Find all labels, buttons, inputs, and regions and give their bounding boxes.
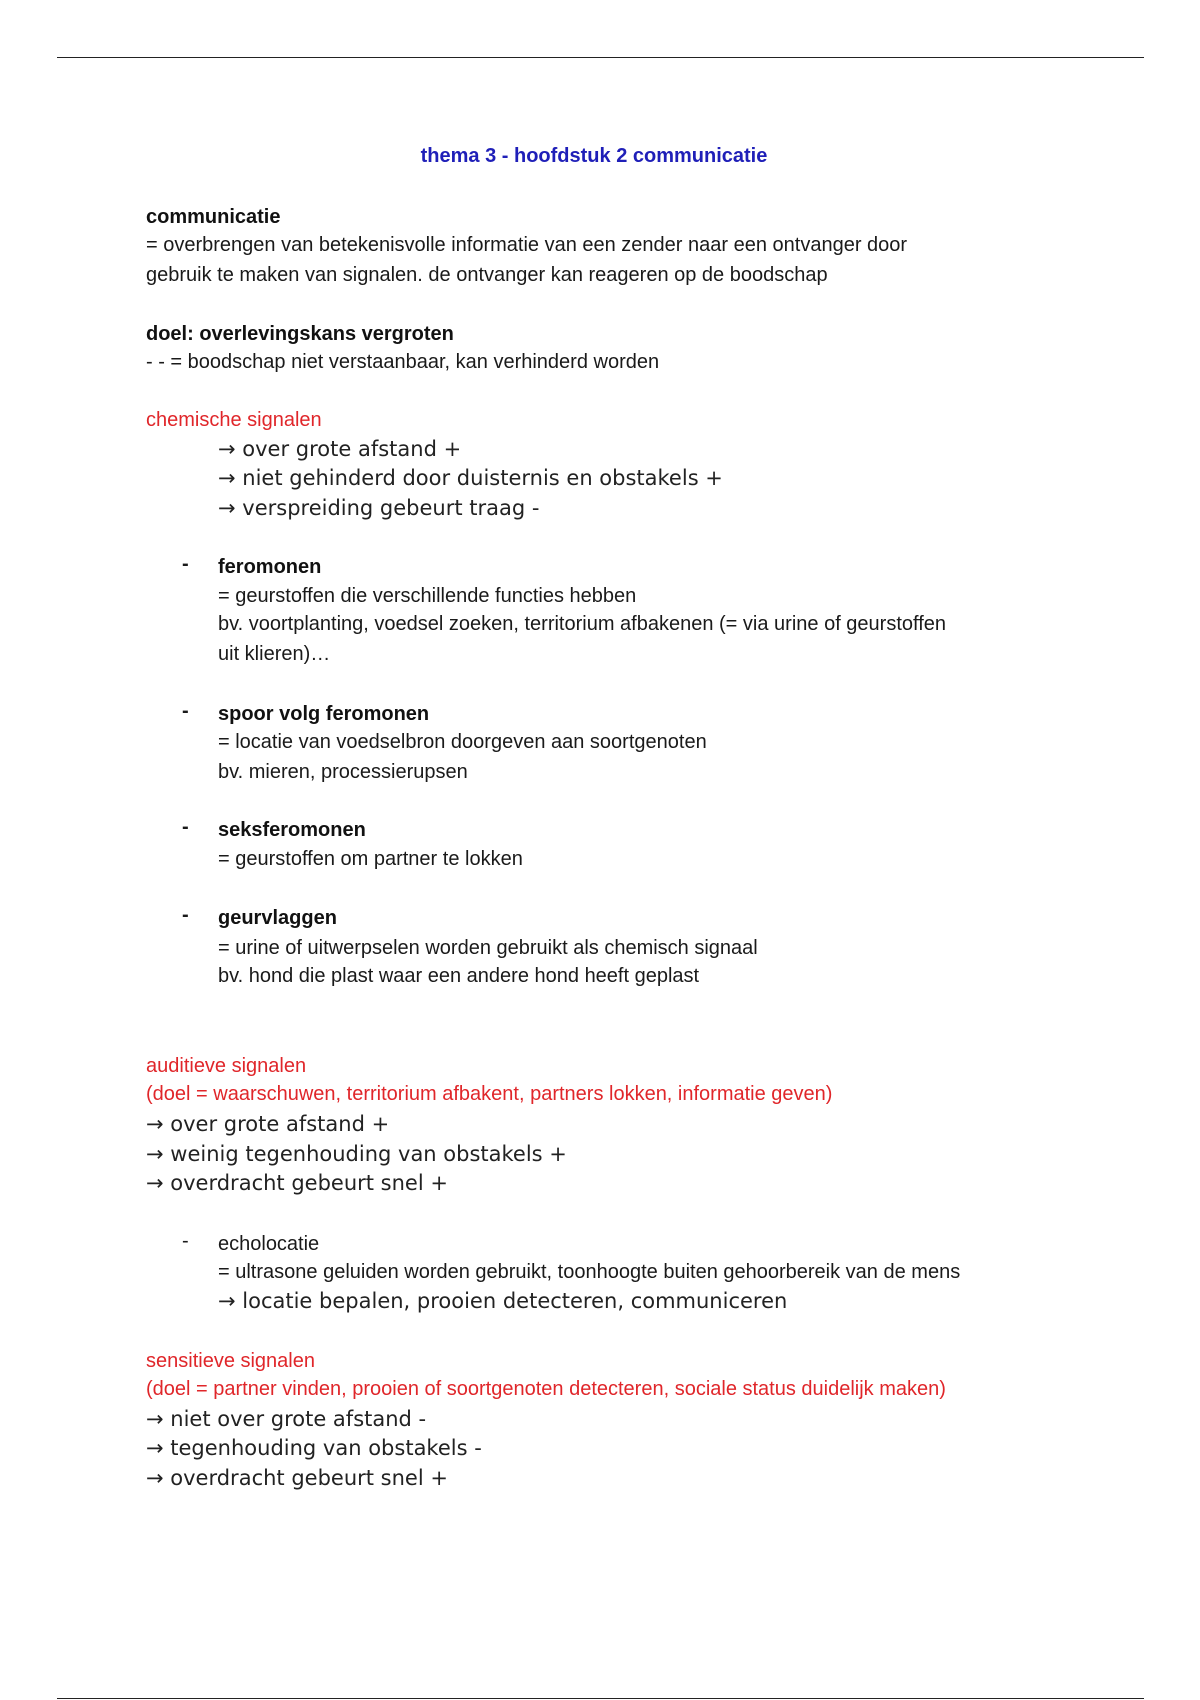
- geurvlaggen-line: bv. hond die plast waar een andere hond heeft geplast: [218, 965, 700, 987]
- doel-heading: doel: overlevingskans vergroten: [146, 323, 454, 345]
- communicatie-heading: communicatie: [146, 206, 281, 228]
- spoor-volg-feromonen-heading: spoor volg feromonen: [218, 703, 430, 725]
- geurvlaggen-line: = urine of uitwerpselen worden gebruikt als chemisch signaal: [218, 937, 758, 959]
- bottom-rule: [57, 1698, 1144, 1699]
- page-title: thema 3 - hoofdstuk 2 communicatie: [420, 145, 768, 167]
- chemisch-point: → verspreiding gebeurt traag -: [218, 496, 540, 520]
- auditieve-signalen-heading: auditieve signalen: [146, 1055, 307, 1077]
- list-bullet: -: [182, 700, 189, 722]
- spoor-volg-feromonen-line: bv. mieren, processierupsen: [218, 761, 468, 783]
- seksferomonen-line: = geurstoffen om partner te lokken: [218, 848, 523, 870]
- top-rule: [57, 57, 1144, 58]
- sensitief-point: → overdracht gebeurt snel +: [146, 1466, 448, 1490]
- echolocatie-heading: echolocatie: [218, 1233, 320, 1255]
- sensitief-point: → tegenhouding van obstakels -: [146, 1436, 482, 1460]
- geurvlaggen-heading: geurvlaggen: [218, 907, 337, 929]
- auditief-point: → overdracht gebeurt snel +: [146, 1171, 448, 1195]
- list-bullet: -: [182, 816, 189, 838]
- list-bullet: -: [182, 1230, 189, 1252]
- feromonen-line: uit klieren)…: [218, 643, 331, 665]
- sensitieve-signalen-heading: sensitieve signalen: [146, 1350, 315, 1372]
- auditieve-signalen-goal: (doel = waarschuwen, territorium afbakent, partners lokken, informatie geven): [146, 1083, 833, 1105]
- list-bullet: -: [182, 553, 189, 575]
- sensitief-point: → niet over grote afstand -: [146, 1407, 427, 1431]
- seksferomonen-heading: seksferomonen: [218, 819, 366, 841]
- communicatie-definition-1: = overbrengen van betekenisvolle informatie van een zender naar een ontvanger door: [146, 234, 908, 256]
- doel-line: - - = boodschap niet verstaanbaar, kan verhinderd worden: [146, 351, 660, 373]
- chemisch-point: → over grote afstand +: [218, 437, 462, 461]
- echolocatie-line: = ultrasone geluiden worden gebruikt, toonhoogte buiten gehoorbereik van de mens: [218, 1261, 961, 1283]
- feromonen-line: = geurstoffen die verschillende functies hebben: [218, 585, 637, 607]
- feromonen-line: bv. voortplanting, voedsel zoeken, territorium afbakenen (= via urine of geurstoffen: [218, 613, 947, 635]
- chemische-signalen-heading: chemische signalen: [146, 409, 322, 431]
- sensitieve-signalen-goal: (doel = partner vinden, prooien of soortgenoten detecteren, sociale status duidelijk maken): [146, 1378, 946, 1400]
- communicatie-definition-2: gebruik te maken van signalen. de ontvanger kan reageren op de boodschap: [146, 264, 828, 286]
- spoor-volg-feromonen-line: = locatie van voedselbron doorgeven aan soortgenoten: [218, 731, 707, 753]
- auditief-point: → over grote afstand +: [146, 1112, 390, 1136]
- feromonen-heading: feromonen: [218, 556, 322, 578]
- list-bullet: -: [182, 904, 189, 926]
- echolocatie-line: → locatie bepalen, prooien detecteren, communiceren: [218, 1289, 788, 1313]
- chemisch-point: → niet gehinderd door duisternis en obstakels +: [218, 466, 723, 490]
- auditief-point: → weinig tegenhouding van obstakels +: [146, 1142, 567, 1166]
